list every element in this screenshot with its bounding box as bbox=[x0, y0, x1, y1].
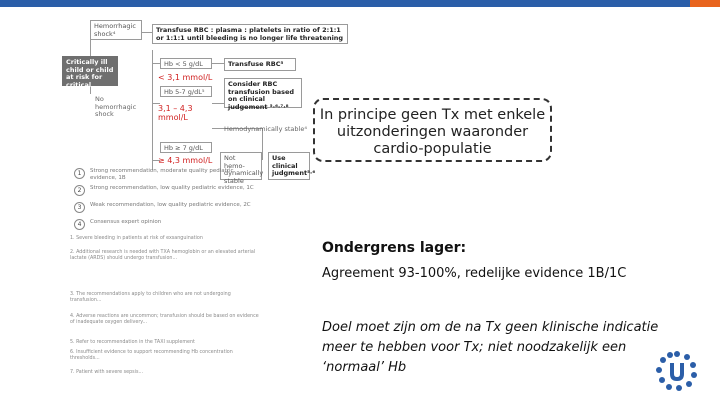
red-threshold-range: 3,1 – 4,3 mmol/L bbox=[158, 104, 193, 122]
hemodynamically-stable-label: Hemodynamically stable⁴ bbox=[224, 125, 307, 133]
red-threshold-ge43: ≥ 4,3 mmol/L bbox=[158, 156, 213, 165]
hb-gt7-box: Hb ≥ 7 g/dL bbox=[160, 142, 212, 153]
hemorrhagic-shock-box: Hemorrhagic shock⁴ bbox=[90, 20, 142, 40]
legend-number: 1 bbox=[74, 168, 85, 179]
footnote: 6. Insufficient evidence to support recommending Hb concentration thresholds... bbox=[70, 350, 233, 361]
goal-text: Doel moet zijn om de na Tx geen klinische indicatie meer te hebben voor Tx; niet noodzakelijk een ‘normaal’ Hb bbox=[322, 320, 659, 375]
agreement-text: Agreement 93-100%, redelijke evidence 1B/1C bbox=[322, 266, 627, 281]
legend-number: 3 bbox=[74, 202, 85, 213]
transfuse-ratio-box: Transfuse RBC : plasma : platelets in ratio of 2:1:1 or 1:1:1 until bleeding is no longer life threatening bbox=[152, 24, 348, 44]
transfusion-flowchart bbox=[62, 18, 344, 188]
footnote: 4. Adverse reactions are uncommon; transfusion should be based on evidence of inadequate oxygen delivery... bbox=[70, 314, 259, 325]
callout-text: In principe geen Tx met enkele uitzonderingen waaronder cardio-populatie bbox=[319, 107, 546, 157]
legend-text: Strong recommendation, moderate quality pediatric evidence, 1B bbox=[90, 168, 234, 181]
consider-rbc-box: Consider RBC transfusion based on clinical judgement ⁵·⁶·⁷·⁸ bbox=[224, 78, 302, 108]
legend-number: 2 bbox=[74, 185, 85, 196]
hb-lt5-box: Hb < 5 g/dL bbox=[160, 58, 212, 69]
university-logo-icon bbox=[656, 350, 698, 392]
red-threshold-lt31: < 3,1 mmol/L bbox=[158, 73, 213, 82]
callout-box bbox=[313, 98, 552, 162]
lower-limit-heading: Ondergrens lager: bbox=[322, 240, 467, 256]
footnote: 3. The recommendations apply to children who are not undergoing transfusion... bbox=[70, 292, 231, 303]
transfuse-rbc-box: Transfuse RBC⁵ bbox=[224, 58, 296, 71]
footnote: 7. Patient with severe sepsis... bbox=[70, 370, 144, 375]
top-bar-blue bbox=[0, 0, 690, 7]
legend-text: Consensus expert opinion bbox=[90, 219, 162, 225]
connector bbox=[152, 63, 160, 64]
connector bbox=[212, 63, 224, 64]
legend-text: Weak recommendation, low quality pediatric evidence, 2C bbox=[90, 202, 251, 208]
not-hemo-stable-box: Not hemo-dynamically stable bbox=[220, 152, 262, 180]
top-bar-orange bbox=[690, 0, 720, 7]
legend-text: Strong recommendation, low quality pediatric evidence, 1C bbox=[90, 185, 254, 191]
footnote: 1. Severe bleeding in patients at risk of exsanguination bbox=[70, 236, 203, 241]
no-hemorrhagic-shock-label: No hemorrhagic shock bbox=[95, 95, 137, 118]
connector bbox=[152, 50, 153, 170]
use-clinical-box: Use clinical judgment⁵·⁶ bbox=[268, 152, 310, 180]
footnote: 5. Refer to recommendation in the TAXI supplement bbox=[70, 340, 195, 345]
legend-number: 4 bbox=[74, 219, 85, 230]
critically-ill-box: Critically ill child or child at risk for critical illness bbox=[62, 56, 118, 86]
footnote: 2. Additional research is needed with TXA hemoglobin or an elevated arterial lactate (ARDS) should undergo transfusion... bbox=[70, 250, 256, 261]
hb-5-7-box: Hb 5-7 g/dL⁵ bbox=[160, 86, 212, 97]
top-color-bar bbox=[0, 0, 720, 7]
